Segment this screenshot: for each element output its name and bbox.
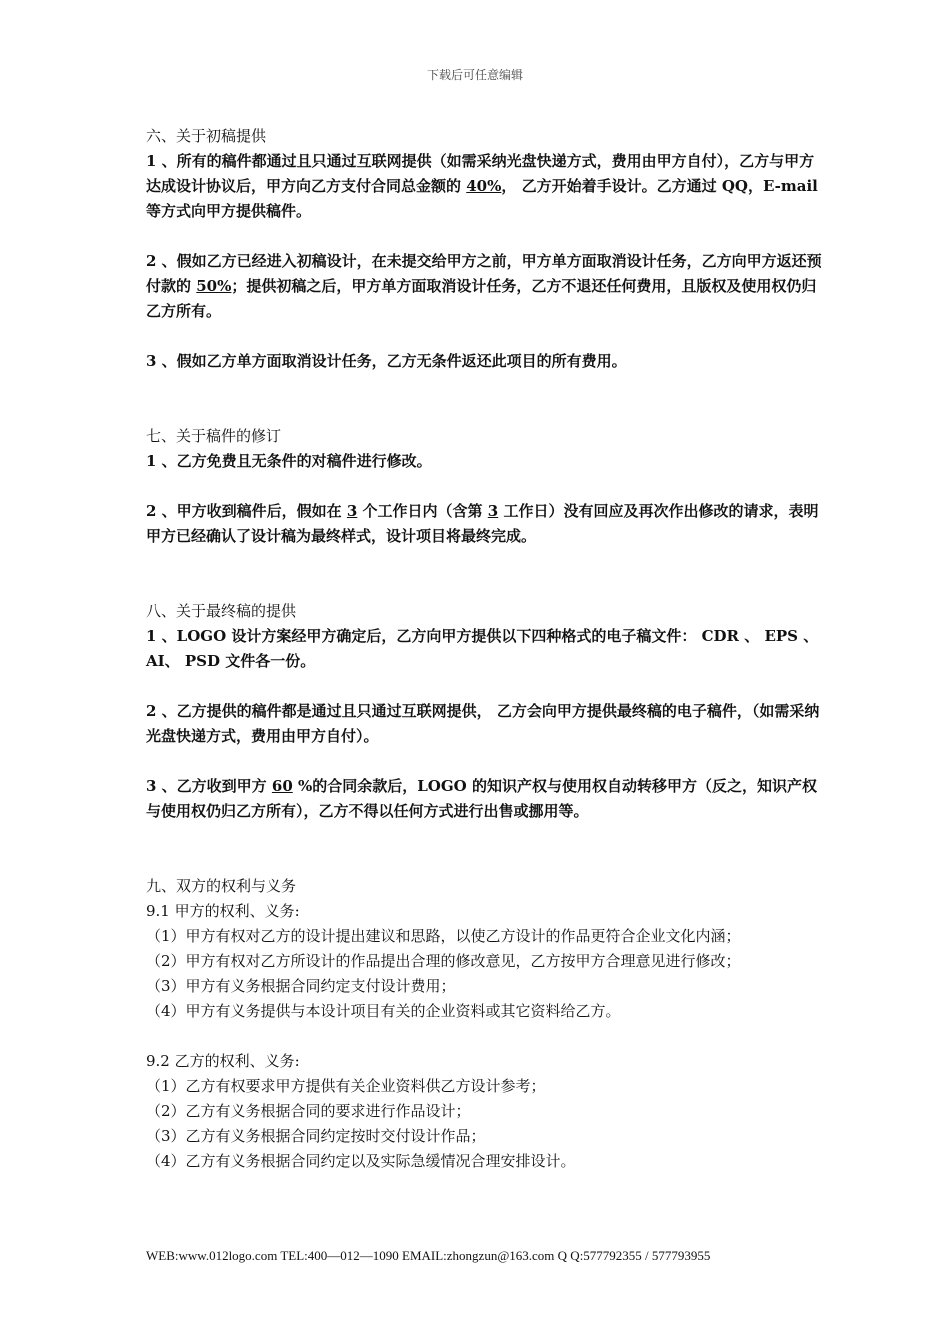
deposit-percent: 40% [466,177,502,195]
section-6-para-2: 2 、假如乙方已经进入初稿设计，在未提交给甲方之前，甲方单方面取消设计任务，乙方向甲方返还预付款的 50%；提供初稿之后，甲方单方面取消设计任务，乙方不退还任何费用，且版权及使用权仍归乙方所有。 [146,252,822,320]
list-item: （3）乙方有义务根据合同约定按时交付设计作品； [146,1127,486,1145]
balance-percent: 60 [271,777,293,795]
list-item: （2）甲方有权对乙方所设计的作品提出合理的修改意见，乙方按甲方合理意见进行修改； [146,952,741,970]
section-7-para-1: 1 、乙方免费且无条件的对稿件进行修改。 [146,452,432,470]
refund-percent: 50% [196,277,232,295]
list-item: （1）乙方有权要求甲方提供有关企业资料供乙方设计参考； [146,1077,546,1095]
section-8-title: 八、关于最终稿的提供 [146,602,297,620]
section-6-para-1: 1 、所有的稿件都通过且只通过互联网提供（如需采纳光盘快递方式，费用由甲方自付），乙方与甲方达成设计协议后，甲方向乙方支付合同总金额的 40%， 乙方开始着手设计。乙方通过 QQ，E-mail 等方式向甲方提供稿件。 [146,152,818,220]
section-7-para-2: 2 、甲方收到稿件后，假如在 3 个工作日内（含第 3 工作日）没有回应及再次作出修改的请求，表明甲方已经确认了设计稿为最终样式，设计项目将最终完成。 [146,502,819,545]
section-8-para-1: 1 、LOGO 设计方案经甲方确定后，乙方向甲方提供以下四种格式的电子稿文件： CDR 、 EPS 、AI、 PSD 文件各一份。 [146,627,819,670]
section-9-1-title: 9.1 甲方的权利、义务: [146,902,300,920]
section-7-title: 七、关于稿件的修订 [146,427,282,445]
day-number: 3 [487,502,499,520]
days-number: 3 [346,502,358,520]
section-8-para-2: 2 、乙方提供的稿件都是通过且只通过互联网提供， 乙方会向甲方提供最终稿的电子稿件，（如需采纳光盘快递方式，费用由甲方自付）。 [146,702,820,745]
document-body [146,124,826,1174]
footer-contact: WEB:www.012logo.com TEL:400—012—1090 EMAIL:zhongzun@163.com Q Q:577792355 / 577793955 [146,1248,711,1263]
list-item: （4）乙方有义务根据合同约定以及实际急缓情况合理安排设计。 [146,1152,576,1170]
list-item: （3）甲方有义务根据合同约定支付设计费用； [146,977,456,995]
section-6-para-3: 3 、假如乙方单方面取消设计任务，乙方无条件返还此项目的所有费用。 [146,352,627,370]
header-note: 下载后可任意编辑 [426,68,523,82]
list-item: （1）甲方有权对乙方的设计提出建议和思路，以使乙方设计的作品更符合企业文化内涵； [146,927,741,945]
section-8-para-3: 3 、乙方收到甲方 60 %的合同余款后，LOGO 的知识产权与使用权自动转移甲方（反之，知识产权与使用权仍归乙方所有），乙方不得以任何方式进行出售或挪用等。 [146,777,817,820]
section-9-2-title: 9.2 乙方的权利、义务: [146,1052,300,1070]
section-9-title: 九、双方的权利与义务 [146,877,297,895]
list-item: （2）乙方有义务根据合同的要求进行作品设计； [146,1102,471,1120]
list-item: （4）甲方有义务提供与本设计项目有关的企业资料或其它资料给乙方。 [146,1002,621,1020]
section-6-title: 六、关于初稿提供 [146,127,267,145]
